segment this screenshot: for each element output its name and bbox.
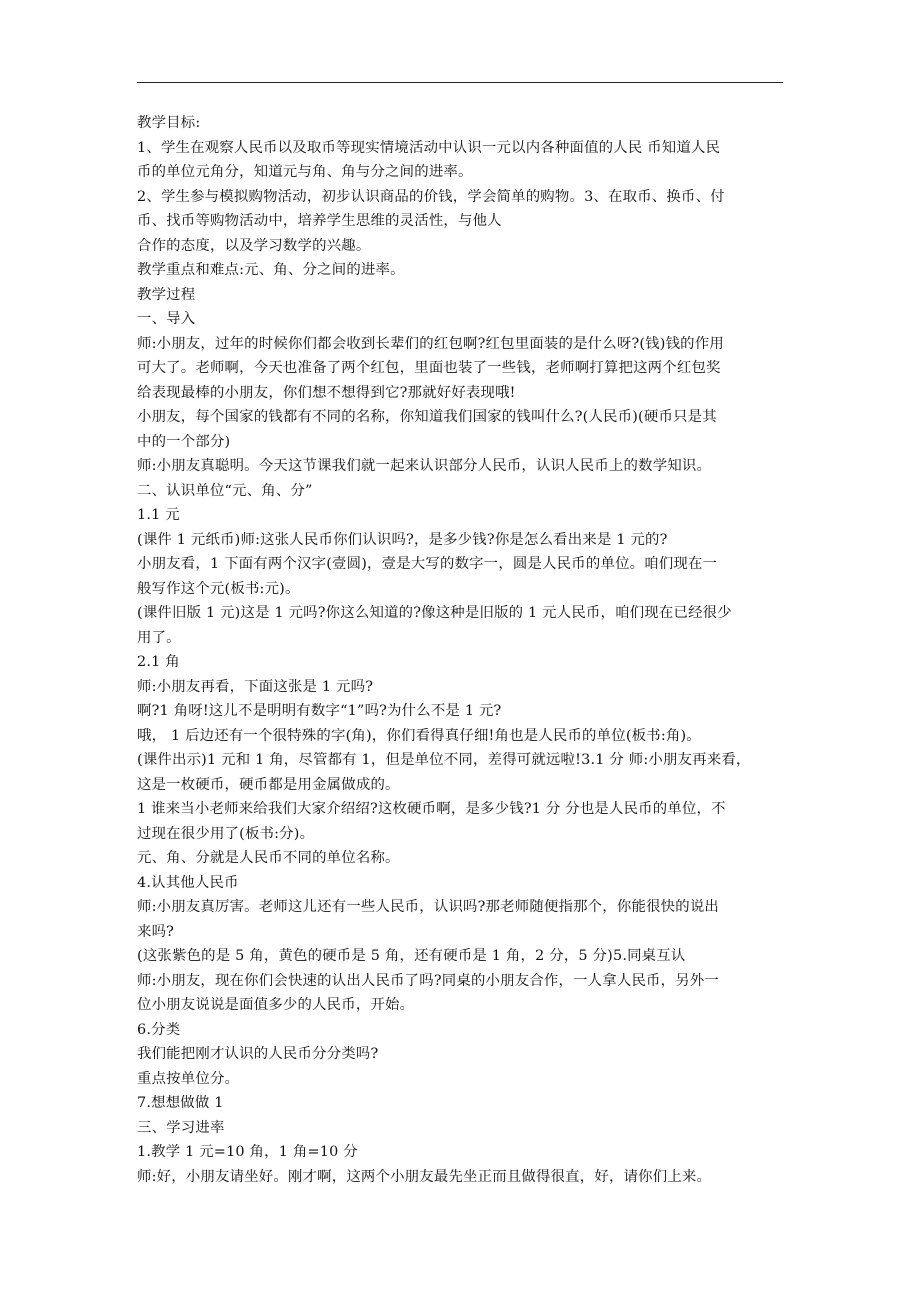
- text-line: 合作的态度，以及学习数学的兴趣。: [137, 237, 371, 254]
- text-line: 小朋友，每个国家的钱都有不同的名称，你知道我们国家的钱叫什么?(人民币)(硬币只是其: [137, 409, 717, 425]
- text-line: 过现在很少用了(板书:分)。: [137, 825, 315, 842]
- text-line: 给表现最棒的小朋友，你们想不想得到它?那就好好表现哦!: [137, 384, 516, 401]
- text-line: 教学重点和难点:元、角、分之间的进率。: [137, 262, 405, 278]
- text-line: 用了。: [137, 629, 181, 646]
- text-line: 2、学生参与模拟购物活动，初步认识商品的价钱，学会简单的购物。3、在取币、换币、付: [137, 188, 725, 205]
- text-line: 1 谁来当小老师来给我们大家介绍绍?这枚硬币啊，是多少钱?1 分 分也是人民币的单位，不: [137, 801, 726, 817]
- text-line: 元、角、分就是人民币不同的单位名称。: [137, 850, 400, 866]
- text-line: 教学过程: [137, 286, 196, 303]
- text-line: 4.认其他人民币: [137, 874, 239, 891]
- document-body: [137, 111, 787, 1189]
- header-rule: [137, 82, 783, 83]
- text-line: 师:小朋友真厉害。老师这儿还有一些人民币，认识吗?那老师随便指那个，你能很快的说出: [137, 899, 720, 915]
- text-line: 哦， 1 后边还有一个很特殊的字(角)，你们看得真仔细!角也是人民币的单位(板书:角)。: [137, 727, 701, 744]
- text-line: 师:小朋友再看，下面这张是 1 元吗?: [137, 678, 374, 695]
- text-line: 1.教学 1 元=10 角，1 角=10 分: [137, 1144, 358, 1160]
- text-line: 师:小朋友，现在你们会快速的认出人民币了吗?同桌的小朋友合作，一人拿人民币，另外一: [137, 972, 720, 989]
- text-line: 中的一个部分): [137, 433, 231, 450]
- text-line: 啊?1 角呀!这儿不是明明有数字“1”吗?为什么不是 1 元?: [137, 703, 502, 719]
- text-line: (课件旧版 1 元)这是 1 元吗?你这么知道的?像这种是旧版的 1 元人民币，咱们现在已经很少: [137, 605, 732, 621]
- text-line: 币的单位元角分，知道元与角、角与分之间的进率。: [137, 164, 473, 180]
- text-line: 三、学习进率: [137, 1119, 225, 1136]
- text-line: 这是一枚硬币，硬币都是用金属做成的。: [137, 776, 400, 793]
- text-line: 二、认识单位“元、角、分”: [137, 482, 313, 499]
- text-line: 教学目标:: [137, 115, 201, 131]
- text-line: (课件 1 元纸币)师:这张人民币你们认识吗?，是多少钱?你是怎么看出来是 1 元的?: [137, 531, 668, 548]
- text-line: 一、导入: [137, 311, 196, 327]
- text-line: (这张紫色的是 5 角，黄色的硬币是 5 角，还有硬币是 1 角，2 分，5 分)5.同桌互认: [137, 948, 686, 964]
- text-line: 可大了。老师啊，今天也准备了两个红包，里面也装了一些钱，老师啊打算把这两个红包奖: [137, 360, 721, 376]
- text-line: 6.分类: [137, 1021, 181, 1038]
- text-line: 师:小朋友，过年的时候你们都会收到长辈们的红包啊?红包里面装的是什么呀?(钱)钱的作用: [137, 335, 724, 352]
- text-line: 师:好，小朋友请坐好。刚才啊，这两个小朋友最先坐正而且做得很直，好，请你们上来。: [137, 1168, 712, 1185]
- text-line: 重点按单位分。: [137, 1070, 240, 1087]
- text-line: (课件出示)1 元和 1 角，尽管都有 1，但是单位不同，差得可就远啦!3.1 分 师:小朋友再来看，: [137, 752, 751, 768]
- text-line: 7.想想做做 1: [137, 1095, 224, 1111]
- text-line: 1、学生在观察人民币以及取币等现实情境活动中认识一元以内各种面值的人民 币知道人民: [137, 139, 721, 156]
- text-line: 师:小朋友真聪明。今天这节课我们就一起来认识部分人民币，认识人民币上的数学知识。: [137, 458, 712, 474]
- text-line: 1.1 元: [137, 507, 180, 523]
- text-line: 来吗?: [137, 923, 175, 940]
- text-line: 币、找币等购物活动中，培养学生思维的灵活性，与他人: [137, 213, 502, 229]
- text-line: 般写作这个元(板书:元)。: [137, 580, 300, 597]
- text-line: 位小朋友说说是面值多少的人民币，开始。: [137, 997, 415, 1013]
- text-line: 小朋友看，1 下面有两个汉字(壹圆)，壹是大写的数字一，圆是人民币的单位。咱们现在一: [137, 556, 718, 572]
- text-line: 我们能把刚才认识的人民币分分类吗?: [137, 1046, 379, 1062]
- text-line: 2.1 角: [137, 654, 180, 670]
